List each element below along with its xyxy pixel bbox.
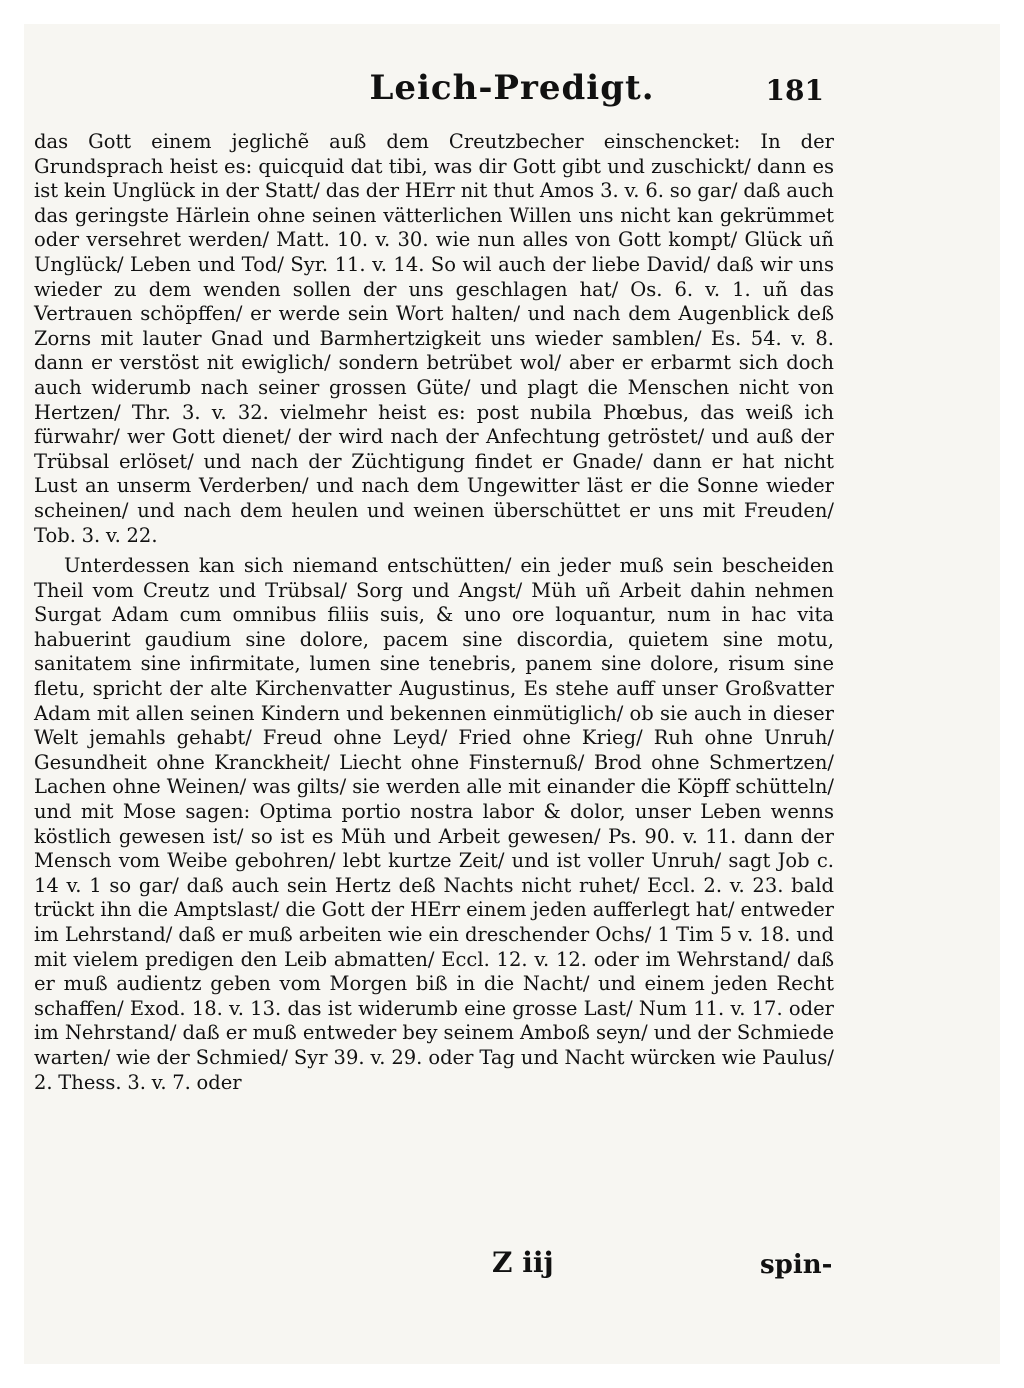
page-number: 181 [765,74,824,107]
paragraph: Unterdessen kan sich niemand entschütten/ ein jeder muß sein bescheiden Theil vom Creutz und Trübsal/ Sorg und Angst/ Müh uñ Arbeit dahin nehmen Surgat Adam cum omnibus filiis suis, & uno ore loquantur, num in hac vita habuerint gaudium sine dolore, pacem sine discordia, quietem sine motu, sanitatem sine infirmitate, lumen sine tenebris, panem sine dolore, risum sine fletu, spricht der alte Kirchenvatter Augustinus, Es stehe auff unser Großvatter Adam mit allen seinen Kindern und bekennen einmütiglich/ ob sie auch in dieser Welt jemahls gehabt/ Freud ohne Leyd/ Fried ohne Krieg/ Ruh ohne Unruh/ Gesundheit ohne Kranckheit/ Liecht ohne Finsternuß/ Brod ohne Schmertzen/ Lachen ohne Weinen/ was gilts/ sie werden alle mit einander die Köpff schütteln/ und mit Mose sagen: Optima portio nostra labor & dolor, unser Leben wenns köstlich gewesen ist/ so ist es Müh und Arbeit gewesen/ Ps. 90. v. 11. dann der Mensch vom Weibe gebohren/ lebt kurtze Zeit/ und ist voller Unruh/ sagt Job c. 14 v. 1 so gar/ daß auch sein Hertz deß Nachts nicht ruhet/ Eccl. 2. v. 23. bald trückt ihn die Amptslast/ die Gott der HErr einem jeden aufferlegt hat/ entweder im Lehrstand/ daß er muß arbeiten wie ein dreschender Ochs/ 1 Tim 5 v. 18. und mit vielem predigen den Leib abmatten/ Eccl. 12. v. 12. oder im Wehrstand/ daß er muß audientz geben vom Morgen biß in die Nacht/ und einem jeden Recht schaffen/ Exod. 18. v. 13. das ist widerumb eine grosse Last/ Num 11. v. 17. oder im Nehrstand/ daß er muß entweder bey seinem Amboß seyn/ und der Schmiede warten/ wie der Schmied/ Syr 39. v. 29. oder Tag und Nacht würcken wie Paulus/ 2. Thess. 3. v. 7. oder [34,554,834,1094]
running-title: Leich-Predigt. [369,68,655,108]
paragraph: das Gott einem jeglichẽ auß dem Creutzbecher einschencket: In der Grundsprach heist es: quicquid dat tibi, was dir Gott gibt und zuschickt/ dann es ist kein Unglück in der Statt/ das der HErr nit thut Amos 3. v. 6. so gar/ daß auch das geringste Härlein ohne seinen vätterlichen Willen uns nicht kan gekrümmet oder versehret werden/ Matt. 10. v. 30. wie nun alles von Gott kompt/ Glück uñ Unglück/ Leben und Tod/ Syr. 11. v. 14. So wil auch der liebe David/ daß wir uns wieder zu dem wenden sollen der uns geschlagen hat/ Os. 6. v. 1. uñ das Vertrauen schöpffen/ er werde sein Wort halten/ und nach dem Augenblick deß Zorns mit lauter Gnad und Barmhertzigkeit uns wieder samblen/ Es. 54. v. 8. dann er verstöst nit ewiglich/ sondern betrübet wol/ aber er erbarmt sich doch auch widerumb nach seiner grossen Güte/ und plagt die Menschen nicht von Hertzen/ Thr. 3. v. 32. vielmehr heist es: post nubila Phœbus, das weiß ich fürwahr/ wer Gott dienet/ der wird nach der Anfechtung getröstet/ und auß der Trübsal erlöset/ und nach der Züchtigung findet er Gnade/ dann er hat nicht Lust an unserm Verderben/ und nach dem Ungewitter läst er die Sonne wieder scheinen/ und nach dem heulen und weinen überschüttet er uns mit Freuden/ Tob. 3. v. 22. [34,130,834,547]
signature-mark: Z iij [492,1246,554,1279]
page-footer [24,1246,1000,1286]
page-header [24,68,1000,118]
catchword: spin- [760,1250,833,1280]
body-text [34,130,834,1095]
book-page [24,24,1000,1364]
